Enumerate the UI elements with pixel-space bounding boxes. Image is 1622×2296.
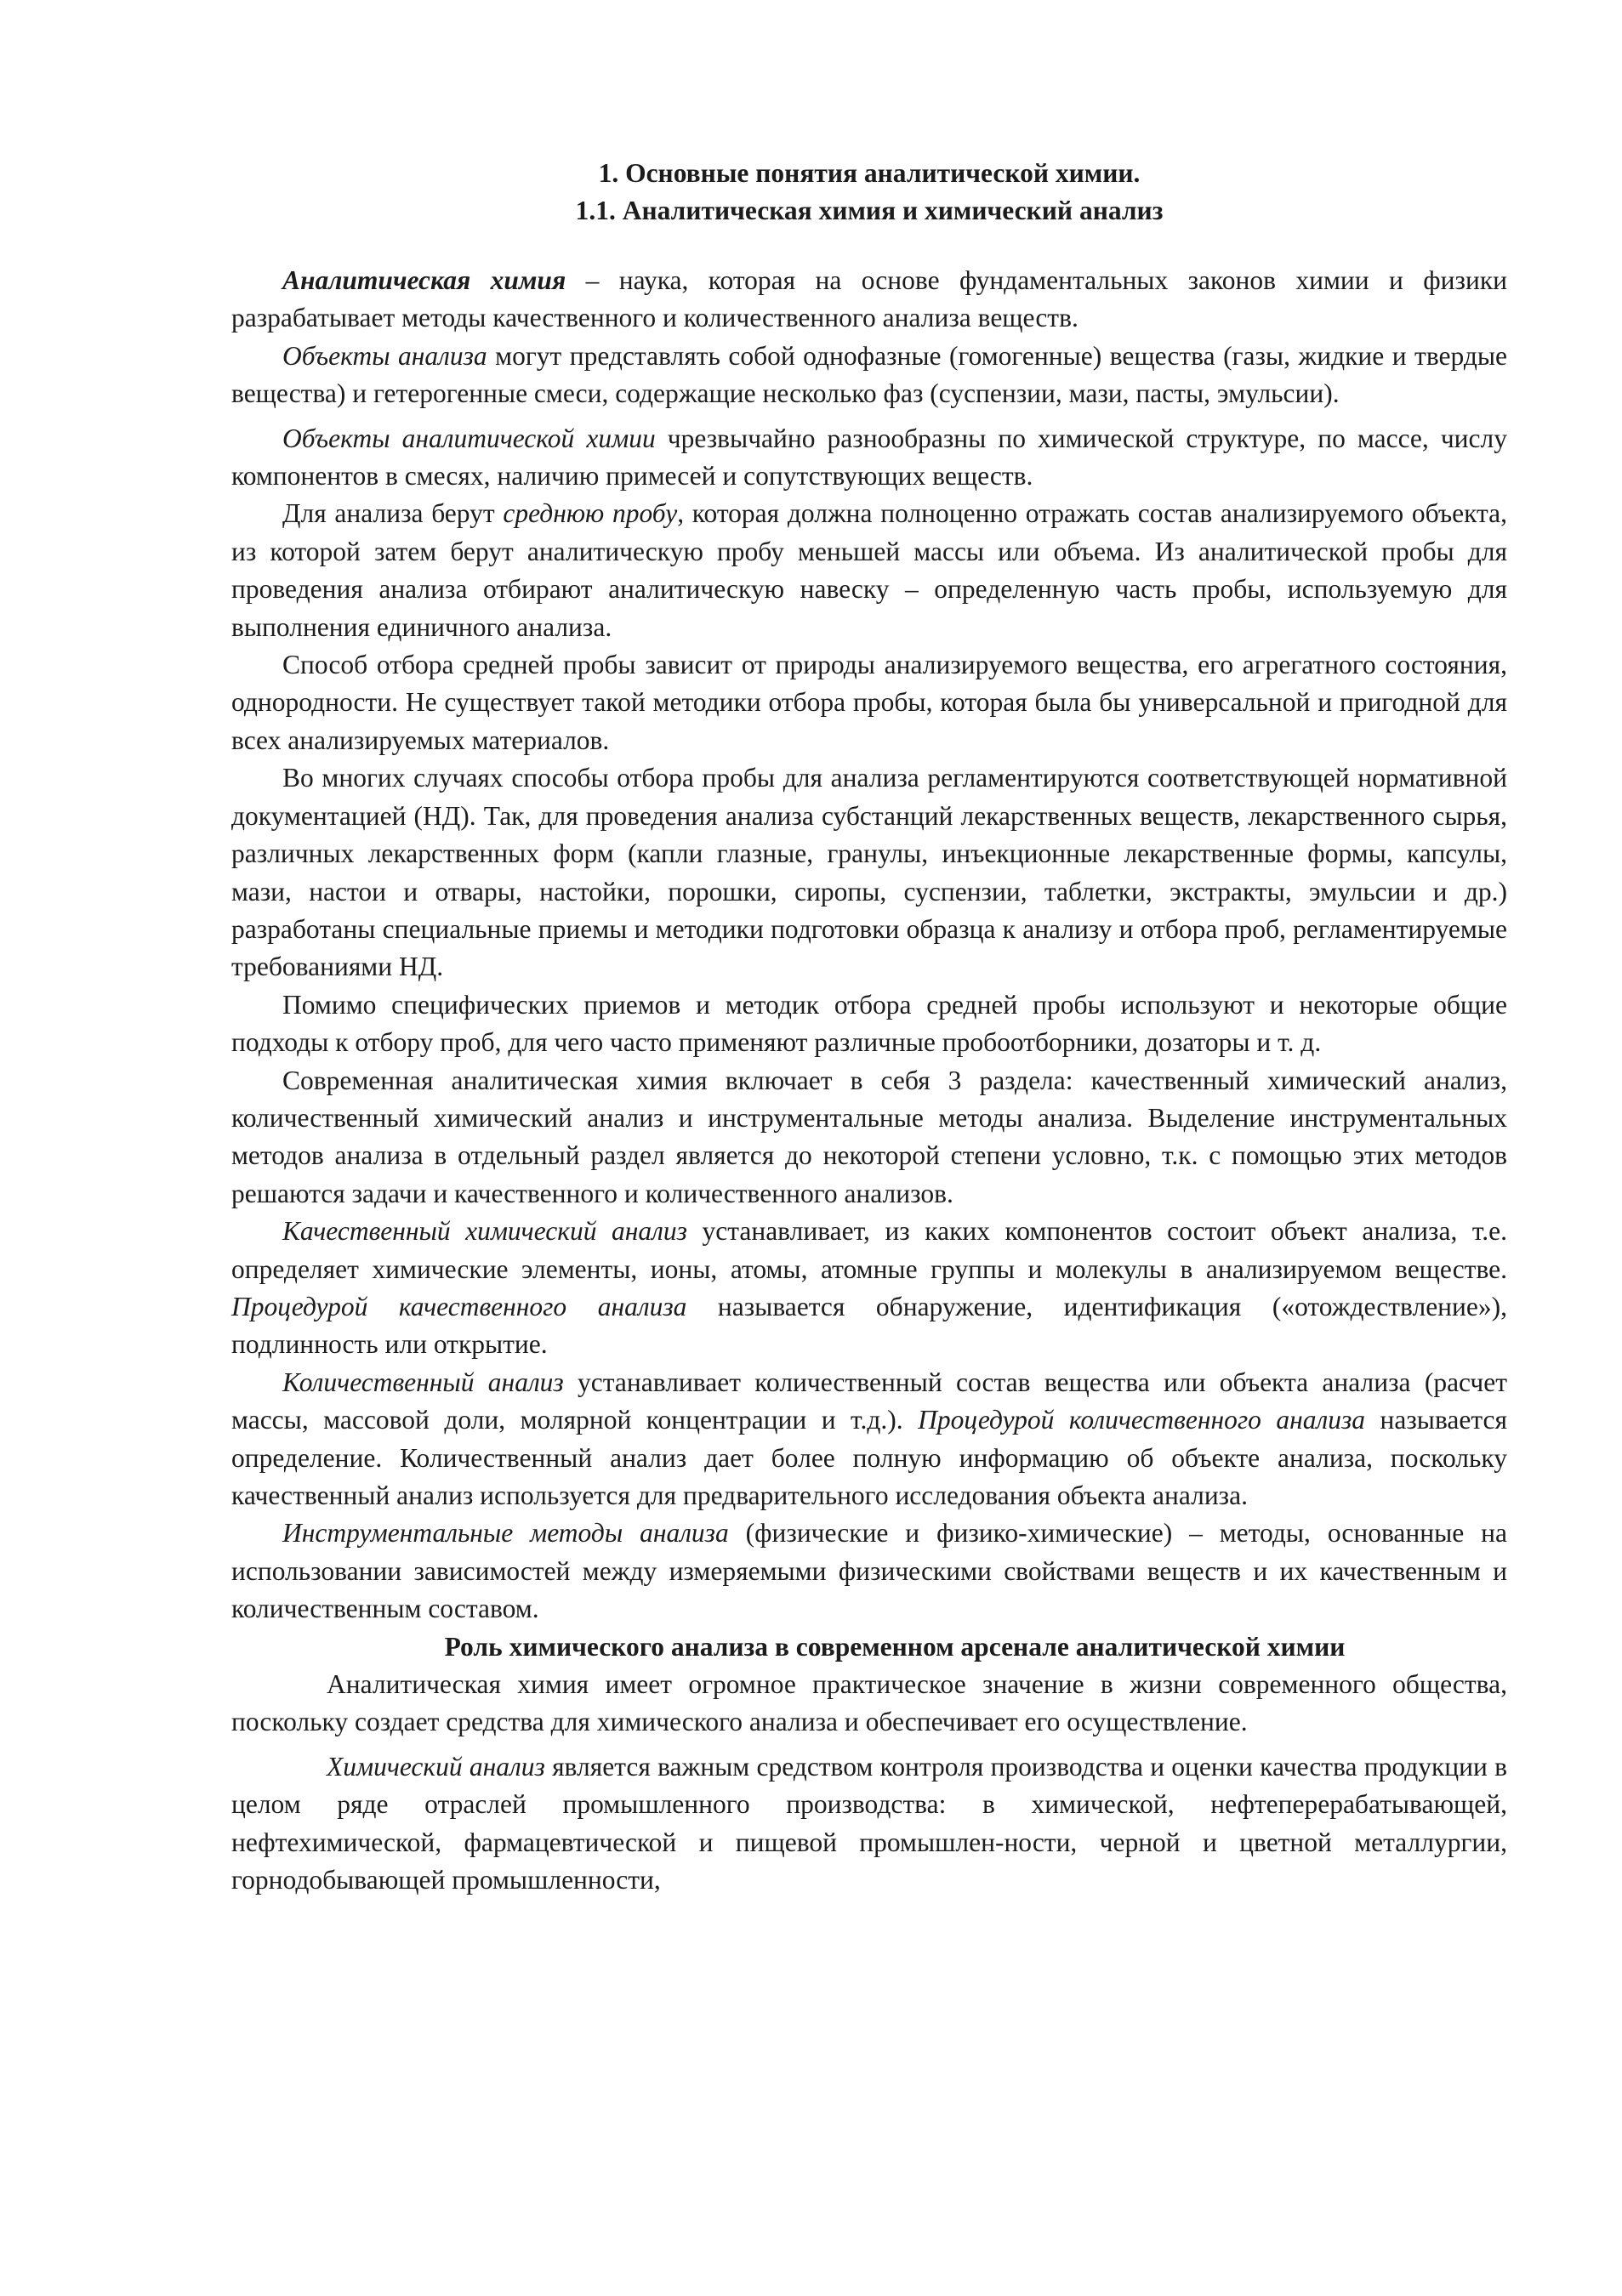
paragraph-analysis-objects [231, 338, 1507, 413]
paragraph-chemical-analysis [231, 1748, 1507, 1900]
paragraph-qualitative [231, 1213, 1507, 1364]
term-analysis-objects: Объекты анализа [282, 340, 487, 371]
subheading-role: Роль химического анализа в современном арсенале аналитической химии [444, 1631, 1346, 1662]
term-quantitative-procedure: Процедурой количественного анализа [918, 1405, 1366, 1435]
paragraph-text: , которая должна полноценно отражать состав анализируемого объекта, из которой затем берут аналитическую пробу меньшей массы или объема. Из аналитической пробы для проведения анализа отбирают аналитическую навеску – определенную часть пробы, используемую для выполнения единичного анализа. [231, 498, 1507, 642]
paragraph-sampling-method: Способ отбора средней пробы зависит от природы анализируемого вещества, его агрегатного состояния, однородности. Не существует такой методики отбора пробы, которая была бы универсальной и пригодной для всех анализируемых материалов. [231, 650, 1507, 755]
body-text [231, 262, 1507, 1899]
term-chemistry-objects: Объекты аналитической химии [282, 423, 656, 453]
term-qualitative-analysis: Качественный химический анализ [282, 1216, 687, 1247]
paragraph-definition [231, 262, 1507, 338]
term-quantitative-analysis: Количественный анализ [282, 1367, 564, 1397]
paragraph-text: – наука, которая на основе фундаментальных законов химии и физики разрабатывает методы качественного и количественного анализа веществ. [231, 265, 1507, 333]
term-analytical-chemistry: Аналитическая химия [282, 265, 566, 295]
paragraph-regulations: Во многих случаях способы отбора пробы для анализа регламентируются соответствующей нормативной документацией (НД). Так, для проведения анализа субстанций лекарственных веществ, лекарственного сырья, различных лекарственных форм (капли глазные, гранулы, инъекционные лекарственные формы, капсулы, мази, настои и отвары, настойки, порошки, сиропы, суспензии, таблетки, экстракты, эмульсии и др.) разработаны специальные приемы и методики подготовки образца к анализу и отбора проб, регламентируемые требованиями НД. [231, 763, 1507, 982]
paragraph-general-approaches: Помимо специфических приемов и методик отбора средней пробы используют и некоторые общие подходы к отбору проб, для чего часто применяют различные пробоотборники, дозаторы и т. д. [231, 989, 1507, 1058]
title-block [231, 155, 1507, 230]
term-average-sample: среднюю пробу [503, 498, 678, 529]
term-instrumental-methods: Инструментальные методы анализа [282, 1518, 729, 1549]
section-heading: 1.1. Аналитическая химия и химический анализ [575, 196, 1164, 225]
paragraph-average-sample [231, 495, 1507, 646]
paragraph-practical-value: Аналитическая химия имеет огромное практическое значение в жизни современного общества, поскольку создает средства для химического анализа и обеспечивает его осуществление. [231, 1669, 1507, 1737]
paragraph-quantitative [231, 1364, 1507, 1515]
paragraph-text: устанавливает количественный состав вещества или объекта анализа (расчет массы, массовой доли, молярной концентрации и т.д.). [231, 1367, 1507, 1435]
paragraph-text: является важным средством контроля производства и оценки качества продукции в целом ряде отраслей промышленного производства: в химической, нефтеперерабатывающей, нефтехимической, фармацевтической и пищевой промышлен-ности, черной и цветной металлургии, горнодобывающей промышленности, [231, 1751, 1507, 1895]
paragraph-text: чрезвычайно разнообразны по химической структуре, по массе, числу компонентов в смесях, наличию примесей и сопутствующих веществ. [231, 423, 1507, 492]
term-chemical-analysis: Химический анализ [327, 1751, 545, 1782]
paragraph-text: могут представлять собой однофазные (гомогенные) вещества (газы, жидкие и твердые вещества) и гетерогенные смеси, содержащие несколько фаз (суспензии, мази, пасты, эмульсии). [231, 340, 1507, 409]
chapter-heading: 1. Основные понятия аналитической химии. [598, 158, 1141, 188]
paragraph-text: называется определение. Количественный анализ дает более полную информацию об объекте анализа, поскольку качественный анализ используется для предварительного исследования объекта анализа. [231, 1405, 1507, 1510]
page-content [231, 155, 1507, 1899]
paragraph-sections: Современная аналитическая химия включает в себя 3 раздела: качественный химический анализ, количественный химический анализ и инструментальные методы анализа. Выделение инструментальных методов анализа в отдельный раздел является до некоторой степени условно, т.к. с помощью этих методов решаются задачи и качественного и количественного анализов. [231, 1065, 1507, 1208]
paragraph-chemistry-objects [231, 420, 1507, 496]
paragraph-text: Для анализа берут [282, 498, 504, 529]
paragraph-text: называется обнаружение, идентификация («отождествление»), подлинность или открытие. [231, 1291, 1507, 1360]
paragraph-instrumental [231, 1515, 1507, 1628]
paragraph-text: (физические и физико-химические) – методы, основанные на использовании зависимостей между измеряемыми физическими свойствами веществ и их качественным и количественным составом. [231, 1518, 1507, 1624]
term-qualitative-procedure: Процедурой качественного анализа [231, 1291, 687, 1321]
paragraph-text: устанавливает, из каких компонентов состоит объект анализа, т.е. определяет химические элементы, ионы, атомы, атомные группы и молекулы в анализируемом веществе. [231, 1216, 1507, 1284]
